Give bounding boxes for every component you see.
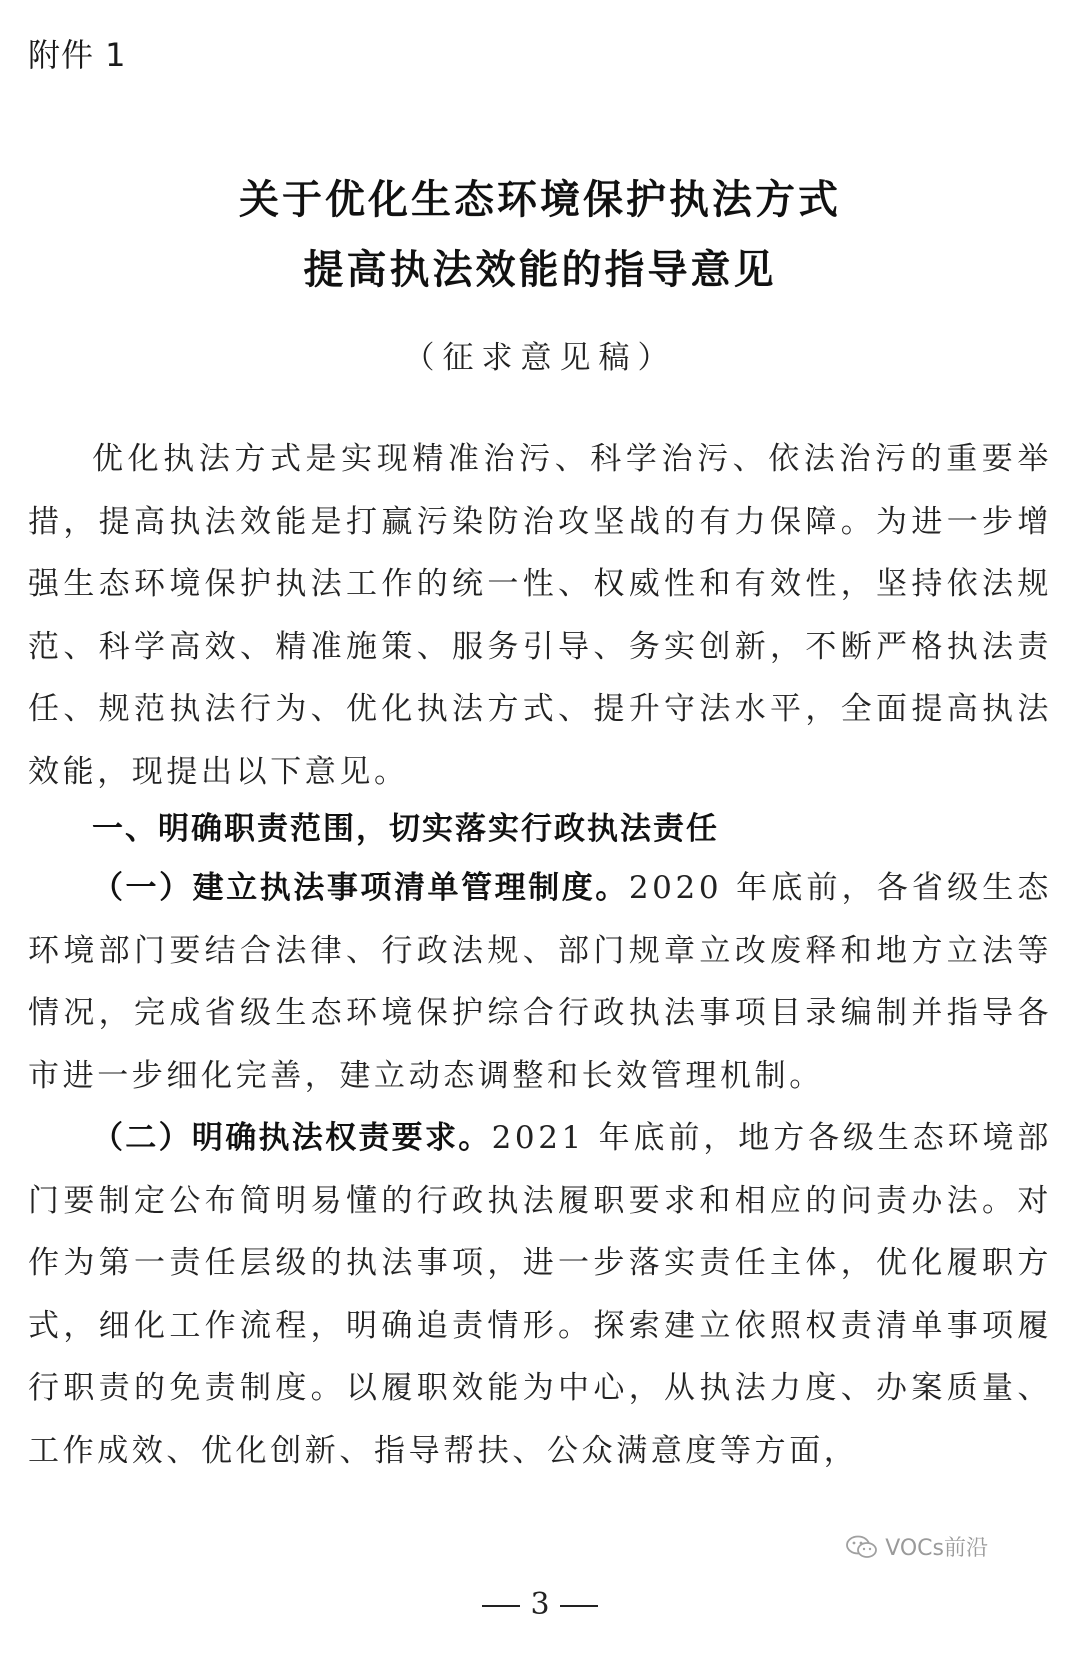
page-number (0, 1587, 1080, 1622)
item1-text: 2020 年底前，各省级生态环境部门要结合法律、行政法规、部门规章立改废释和地方立法等情况，完成省级生态环境保护综合行政执法事项目录编制并指导各市进一步细化完善，建立动态调整和长效管理机制。 (28, 870, 1052, 1094)
item2-lead: （二）明确执法权责要求。 (92, 1120, 492, 1156)
item1-paragraph-block (28, 857, 1052, 1107)
item2-paragraph-block (28, 1107, 1052, 1482)
intro-paragraph: 优化执法方式是实现精准治污、科学治污、依法治污的重要举措，提高执法效能是打赢污染防治攻坚战的有力保障。为进一步增强生态环境保护执法工作的统一性、权威性和有效性，坚持依法规范、科学高效、精准施策、服务引导、务实创新，不断严格执法责任、规范执法行为、优化执法方式、提升守法水平，全面提高执法效能，现提出以下意见。 (28, 441, 1052, 790)
page-number-dash-right (560, 1605, 598, 1607)
watermark-text: VOCs前沿 (885, 1536, 988, 1561)
document-title-line1: 关于优化生态环境保护执法方式 (239, 177, 841, 223)
page-number-dash-left (482, 1605, 520, 1607)
watermark (845, 1531, 988, 1562)
document-subtitle: （征求意见稿） (403, 340, 677, 376)
item1-lead: （一）建立执法事项清单管理制度。 (92, 870, 629, 906)
document-title-line2: 提高执法效能的指导意见 (303, 247, 777, 293)
page-number-value: 3 (530, 1587, 550, 1622)
intro-paragraph-block (28, 428, 1052, 803)
wechat-icon (845, 1535, 879, 1559)
section-heading-1: 一、明确职责范围，切实落实行政执法责任 (92, 811, 719, 847)
item1-paragraph (28, 857, 1052, 1107)
item2-text: 2021 年底前，地方各级生态环境部门要制定公布简明易懂的行政执法履职要求和相应的问责办法。对作为第一责任层级的执法事项，进一步落实责任主体，优化履职方式，细化工作流程，明确追责情形。探索建立依照权责清单事项履行职责的免责制度。以履职效能为中心，从执法力度、办案质量、工作成效、优化创新、指导帮扶、公众满意度等方面， (28, 1120, 1052, 1469)
attachment-label: 附件 1 (28, 36, 127, 74)
item2-paragraph (28, 1107, 1052, 1482)
